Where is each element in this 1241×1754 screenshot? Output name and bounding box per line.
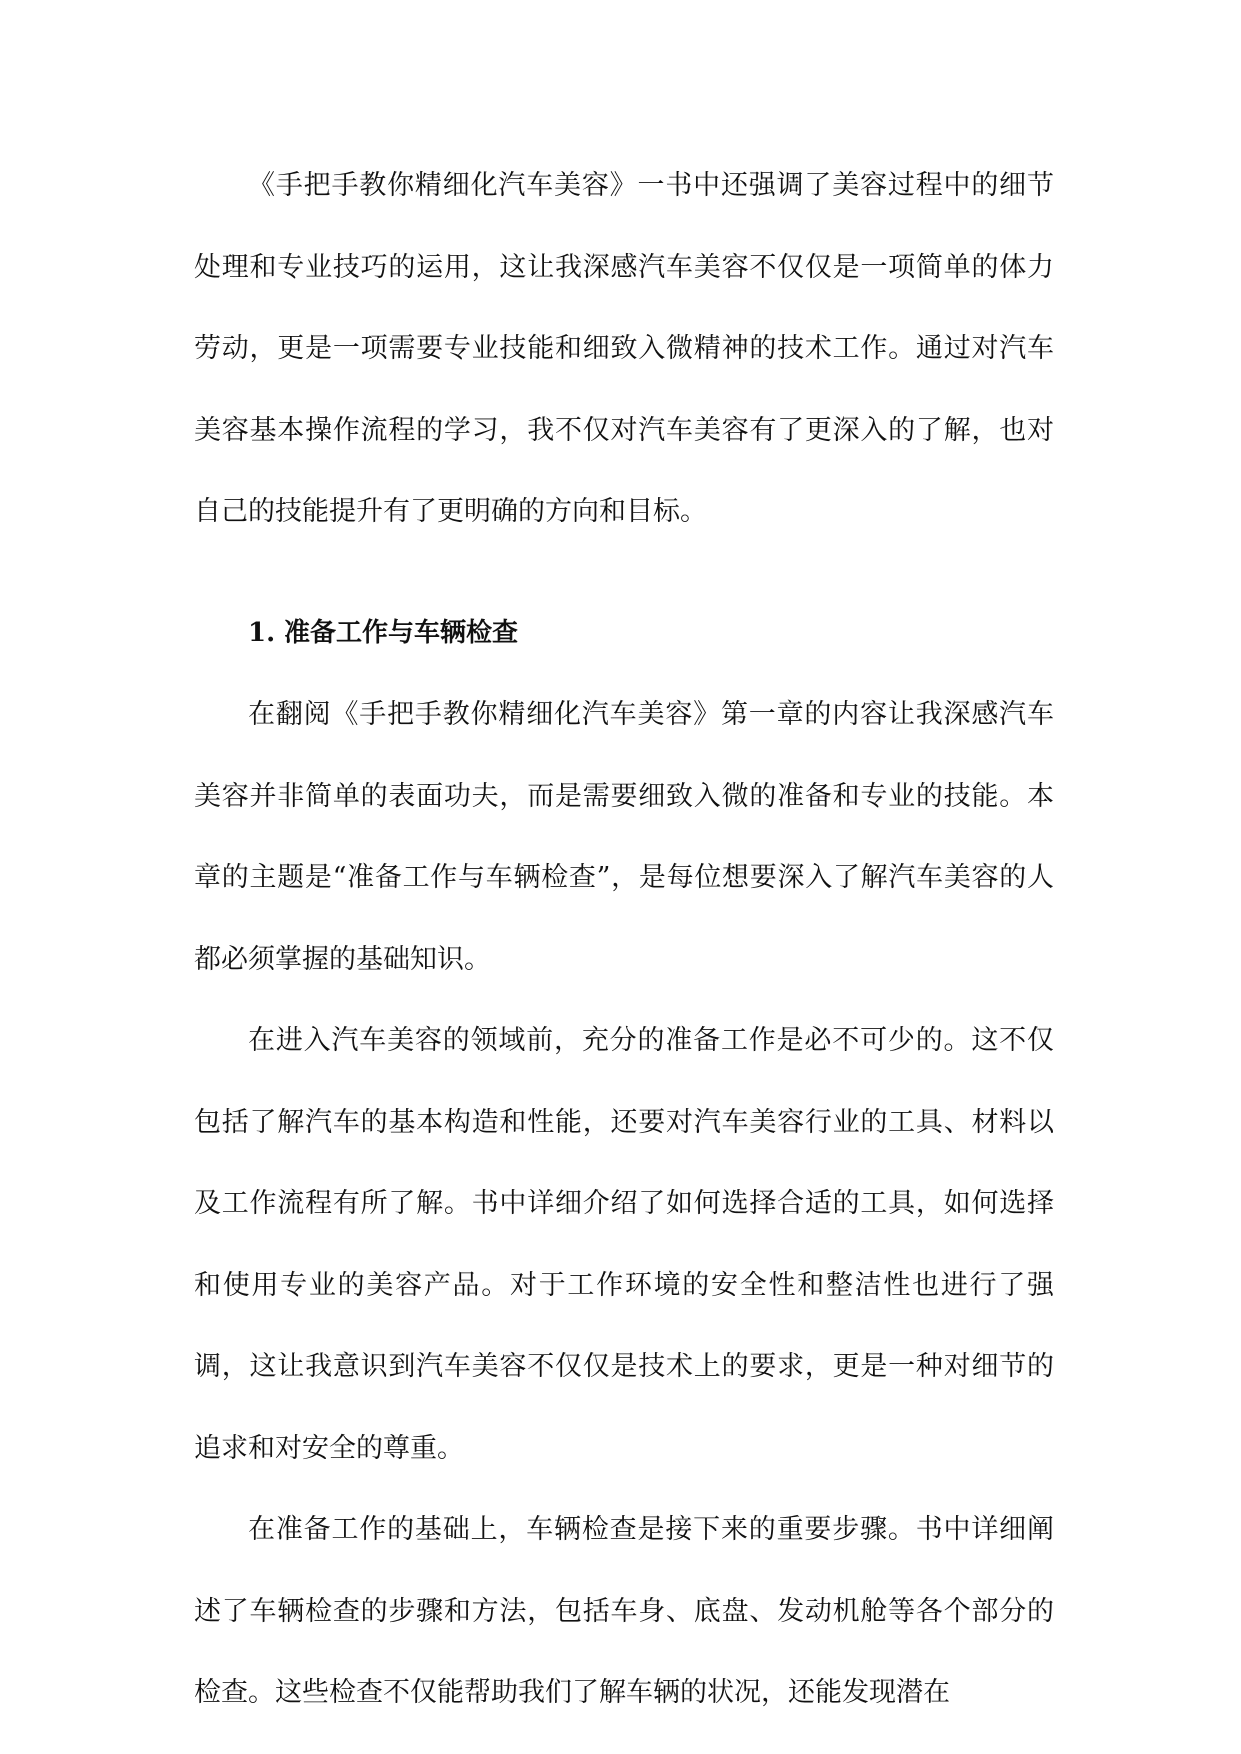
section-number: 1. xyxy=(248,617,276,648)
section-heading xyxy=(194,593,1054,675)
section-title: 准备工作与车辆检查 xyxy=(284,617,519,648)
body-paragraph-2: 在进入汽车美容的领域前，充分的准备工作是必不可少的。这不仅包括了解汽车的基本构造和性能，还要对汽车美容行业的工具、材料以及工作流程有所了解。书中详细介绍了如何选择合适的工具，如何选择和使用专业的美容产品。对于工作环境的安全性和整洁性也进行了强调，这让我意识到汽车美容不仅仅是技术上的要求，更是一种对细节的追求和对安全的尊重。 xyxy=(194,1025,1054,1464)
body-paragraph-3: 在准备工作的基础上，车辆检查是接下来的重要步骤。书中详细阐述了车辆检查的步骤和方法，包括车身、底盘、发动机舱等各个部分的检查。这些检查不仅能帮助我们了解车辆的状况，还能发现潜在 xyxy=(194,1514,1054,1708)
body-paragraph-1: 在翻阅《手把手教你精细化汽车美容》第一章的内容让我深感汽车美容并非简单的表面功夫，而是需要细致入微的准备和专业的技能。本章的主题是“准备工作与车辆检查”，是每位想要深入了解汽车美容的人都必须掌握的基础知识。 xyxy=(194,699,1054,975)
document-body xyxy=(194,145,1054,1734)
intro-paragraph: 《手把手教你精细化汽车美容》一书中还强调了美容过程中的细节处理和专业技巧的运用，这让我深感汽车美容不仅仅是一项简单的体力劳动，更是一项需要专业技能和细致入微精神的技术工作。通过对汽车美容基本操作流程的学习，我不仅对汽车美容有了更深入的了解，也对自己的技能提升有了更明确的方向和目标。 xyxy=(194,170,1054,527)
